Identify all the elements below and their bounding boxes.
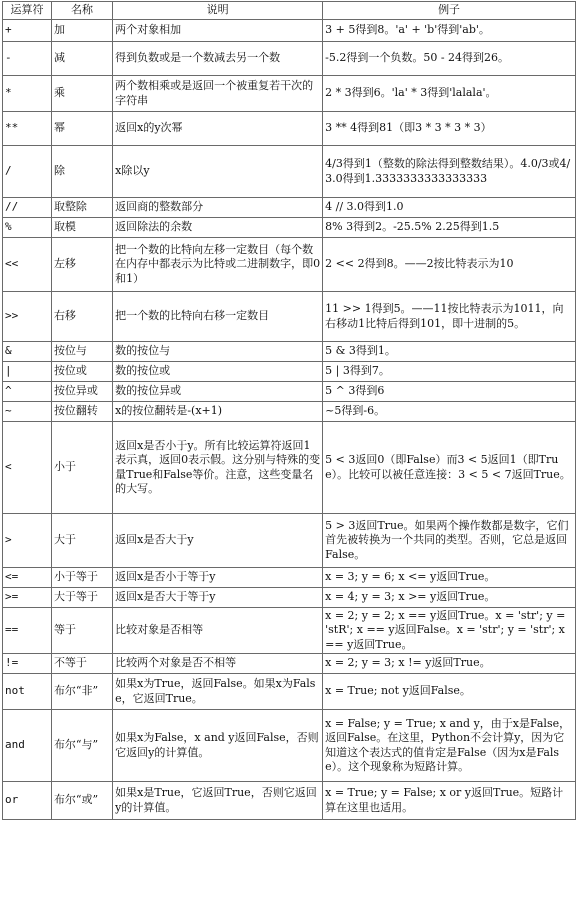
example-cell: 5 < 3返回0（即False）而3 < 5返回1（即True）。比较可以被任意连接：3 < 5 < 7返回True。	[323, 422, 576, 514]
header-name: 名称	[51, 2, 112, 20]
example-cell: x = 4; y = 3; x >= y返回True。	[323, 588, 576, 608]
description-cell: 返回除法的余数	[113, 218, 323, 238]
operator-cell: //	[3, 198, 52, 218]
name-cell: 除	[51, 146, 112, 198]
description-cell: x除以y	[113, 146, 323, 198]
operator-cell: -	[3, 42, 52, 76]
header-operator: 运算符	[3, 2, 52, 20]
description-cell: 把一个数的比特向右移一定数目	[113, 292, 323, 342]
example-cell: x = 3; y = 6; x <= y返回True。	[323, 568, 576, 588]
name-cell: 按位异或	[51, 382, 112, 402]
name-cell: 不等于	[51, 654, 112, 674]
table-row	[3, 342, 576, 362]
name-cell: 小于	[51, 422, 112, 514]
name-cell: 幂	[51, 112, 112, 146]
description-cell: 比较对象是否相等	[113, 608, 323, 654]
description-cell: 返回x的y次幂	[113, 112, 323, 146]
example-cell: x = True; not y返回False。	[323, 674, 576, 710]
operator-cell: ~	[3, 402, 52, 422]
name-cell: 布尔“与”	[51, 710, 112, 782]
operator-cell: !=	[3, 654, 52, 674]
table-row	[3, 710, 576, 782]
example-cell: 5 & 3得到1。	[323, 342, 576, 362]
name-cell: 等于	[51, 608, 112, 654]
table-body	[3, 20, 576, 820]
example-cell: 4 // 3.0得到1.0	[323, 198, 576, 218]
operator-cell: +	[3, 20, 52, 42]
operators-table	[2, 1, 576, 820]
example-cell: ~5得到-6。	[323, 402, 576, 422]
description-cell: 如果x为False，x and y返回False，否则它返回y的计算值。	[113, 710, 323, 782]
description-cell: 返回x是否小于y。所有比较运算符返回1表示真，返回0表示假。这分别与特殊的变量True和False等价。注意，这些变量名的大写。	[113, 422, 323, 514]
name-cell: 大于等于	[51, 588, 112, 608]
name-cell: 按位翻转	[51, 402, 112, 422]
description-cell: 得到负数或是一个数减去另一个数	[113, 42, 323, 76]
table-row	[3, 42, 576, 76]
description-cell: 比较两个对象是否不相等	[113, 654, 323, 674]
operator-cell: <<	[3, 238, 52, 292]
operator-cell: %	[3, 218, 52, 238]
operator-cell: <=	[3, 568, 52, 588]
operator-cell: not	[3, 674, 52, 710]
example-cell: -5.2得到一个负数。50 - 24得到26。	[323, 42, 576, 76]
description-cell: 数的按位异或	[113, 382, 323, 402]
name-cell: 按位与	[51, 342, 112, 362]
table-row	[3, 588, 576, 608]
example-cell: 11 >> 1得到5。——11按比特表示为1011，向右移动1比特后得到101，即十进制的5。	[323, 292, 576, 342]
table-row	[3, 608, 576, 654]
operator-cell: ^	[3, 382, 52, 402]
operator-cell: >=	[3, 588, 52, 608]
name-cell: 取模	[51, 218, 112, 238]
operator-cell: <	[3, 422, 52, 514]
name-cell: 按位或	[51, 362, 112, 382]
header-description: 说明	[113, 2, 323, 20]
table-row	[3, 198, 576, 218]
table-row	[3, 782, 576, 820]
example-cell: x = False; y = True; x and y，由于x是False，返回False。在这里，Python不会计算y，因为它知道这个表达式的值肯定是False（因为x是False）。这个现象称为短路计算。	[323, 710, 576, 782]
table-row	[3, 382, 576, 402]
description-cell: 两个对象相加	[113, 20, 323, 42]
description-cell: 两个数相乘或是返回一个被重复若干次的字符串	[113, 76, 323, 112]
example-cell: x = 2; y = 2; x == y返回True。x = 'str'; y = 'stR'; x == y返回False。x = 'str'; y = 'str'; x == y返回True。	[323, 608, 576, 654]
name-cell: 加	[51, 20, 112, 42]
table-row	[3, 674, 576, 710]
operator-cell: &	[3, 342, 52, 362]
operator-cell: **	[3, 112, 52, 146]
name-cell: 取整除	[51, 198, 112, 218]
table-row	[3, 146, 576, 198]
table-row	[3, 362, 576, 382]
description-cell: 返回x是否大于等于y	[113, 588, 323, 608]
name-cell: 右移	[51, 292, 112, 342]
example-cell: 5 | 3得到7。	[323, 362, 576, 382]
table-row	[3, 402, 576, 422]
name-cell: 小于等于	[51, 568, 112, 588]
header-example: 例子	[323, 2, 576, 20]
example-cell: 5 > 3返回True。如果两个操作数都是数字，它们首先被转换为一个共同的类型。否则，它总是返回False。	[323, 514, 576, 568]
example-cell: 3 + 5得到8。'a' + 'b'得到'ab'。	[323, 20, 576, 42]
operator-cell: >	[3, 514, 52, 568]
table-row	[3, 514, 576, 568]
description-cell: 数的按位与	[113, 342, 323, 362]
table-row	[3, 568, 576, 588]
example-cell: 3 ** 4得到81（即3 * 3 * 3 * 3）	[323, 112, 576, 146]
example-cell: 5 ^ 3得到6	[323, 382, 576, 402]
name-cell: 减	[51, 42, 112, 76]
example-cell: 8% 3得到2。-25.5% 2.25得到1.5	[323, 218, 576, 238]
operator-cell: |	[3, 362, 52, 382]
description-cell: 把一个数的比特向左移一定数目（每个数在内存中都表示为比特或二进制数字，即0和1）	[113, 238, 323, 292]
example-cell: 4/3得到1（整数的除法得到整数结果）。4.0/3或4/3.0得到1.3333333333333333	[323, 146, 576, 198]
description-cell: 返回商的整数部分	[113, 198, 323, 218]
description-cell: 返回x是否小于等于y	[113, 568, 323, 588]
example-cell: 2 << 2得到8。——2按比特表示为10	[323, 238, 576, 292]
name-cell: 左移	[51, 238, 112, 292]
example-cell: x = True; y = False; x or y返回True。短路计算在这里也适用。	[323, 782, 576, 820]
example-cell: x = 2; y = 3; x != y返回True。	[323, 654, 576, 674]
operator-cell: *	[3, 76, 52, 112]
description-cell: 如果x为True，返回False。如果x为False，它返回True。	[113, 674, 323, 710]
table-row	[3, 422, 576, 514]
description-cell: 如果x是True，它返回True，否则它返回y的计算值。	[113, 782, 323, 820]
table-row	[3, 654, 576, 674]
table-row	[3, 20, 576, 42]
table-row	[3, 112, 576, 146]
name-cell: 大于	[51, 514, 112, 568]
operator-cell: or	[3, 782, 52, 820]
table-row	[3, 292, 576, 342]
description-cell: 返回x是否大于y	[113, 514, 323, 568]
description-cell: 数的按位或	[113, 362, 323, 382]
operator-cell: and	[3, 710, 52, 782]
operator-cell: /	[3, 146, 52, 198]
name-cell: 布尔“非”	[51, 674, 112, 710]
operator-cell: >>	[3, 292, 52, 342]
example-cell: 2 * 3得到6。'la' * 3得到'lalala'。	[323, 76, 576, 112]
name-cell: 乘	[51, 76, 112, 112]
name-cell: 布尔“或”	[51, 782, 112, 820]
table-row	[3, 218, 576, 238]
table-row	[3, 238, 576, 292]
header-row	[3, 2, 576, 20]
operator-cell: ==	[3, 608, 52, 654]
description-cell: x的按位翻转是-(x+1)	[113, 402, 323, 422]
table-row	[3, 76, 576, 112]
